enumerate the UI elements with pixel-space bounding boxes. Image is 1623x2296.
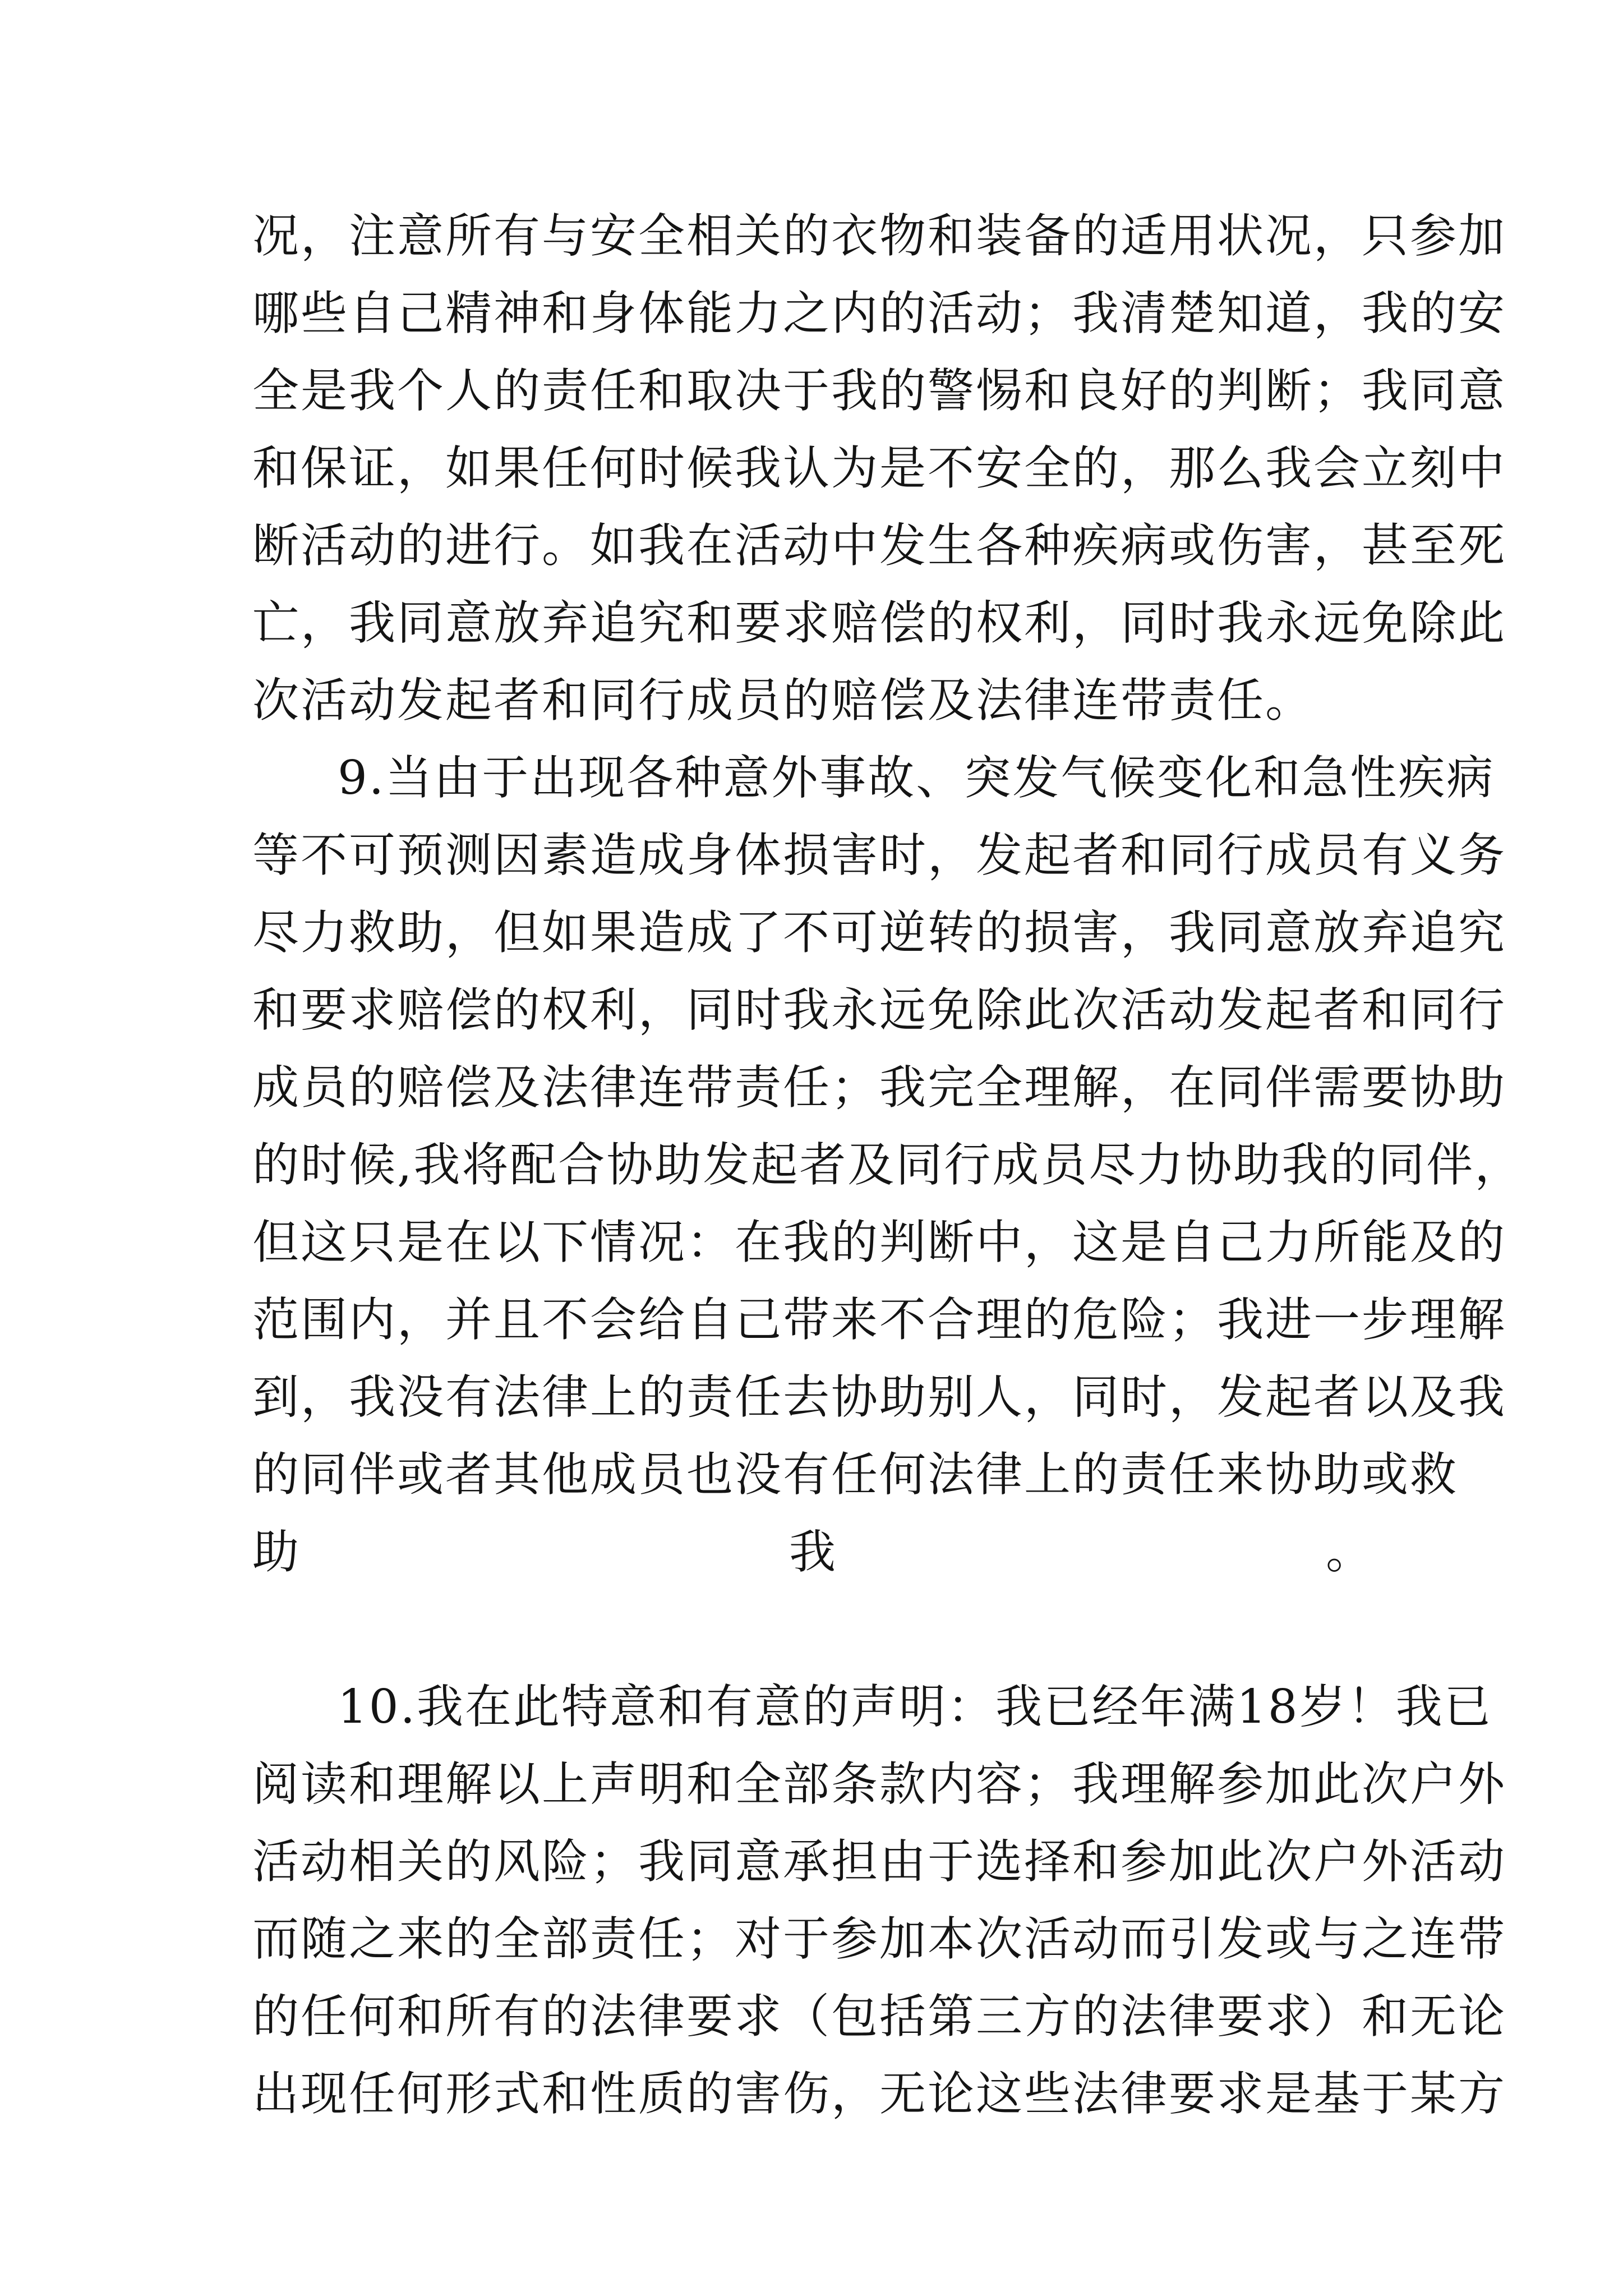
text-line	[252, 1591, 1374, 1668]
paragraph-clause-10	[252, 1668, 1506, 2133]
text-line: 成员的赔偿及法律连带责任；我完全理解，在同伴需要协助	[252, 1060, 1506, 1115]
text-line: 10.我在此特意和有意的声明：我已经年满18岁！我已	[338, 1680, 1492, 1734]
text-line: 阅读和理解以上声明和全部条款内容；我理解参加此次户外	[252, 1757, 1506, 1811]
text-line: 等不可预测因素造成身体损害时，发起者和同行成员有义务	[252, 828, 1506, 882]
text-line: 到，我没有法律上的责任去协助别人，同时，发起者以及我	[252, 1370, 1506, 1424]
text-line: 范围内，并且不会给自己带来不合理的危险；我进一步理解	[252, 1292, 1506, 1347]
text-line: 助我。	[252, 1525, 1374, 1579]
text-line: 尽力救助，但如果造成了不可逆转的损害，我同意放弃追究	[252, 905, 1506, 960]
text-line: 况，注意所有与安全相关的衣物和装备的适用状况，只参加	[252, 209, 1506, 263]
document-body	[252, 197, 1523, 2133]
text-line: 9.当由于出现各种意外事故、突发气候变化和急性疾病	[338, 751, 1495, 805]
text-line: 活动相关的风险；我同意承担由于选择和参加此次户外活动	[252, 1834, 1506, 1889]
text-line: 哪些自己精神和身体能力之内的活动；我清楚知道，我的安	[252, 286, 1506, 341]
text-line: 的同伴或者其他成员也没有任何法律上的责任来协助或救	[252, 1447, 1458, 1502]
text-line: 次活动发起者和同行成员的赔偿及法律连带责任。	[252, 673, 1313, 728]
text-line: 亡，我同意放弃追究和要求赔偿的权利，同时我永远免除此	[252, 596, 1506, 650]
text-line: 但这只是在以下情况：在我的判断中，这是自己力所能及的	[252, 1215, 1506, 1269]
paragraph-clause-9	[252, 739, 1523, 1668]
text-line: 的任何和所有的法律要求（包括第三方的法律要求）和无论	[252, 1989, 1506, 2044]
text-line: 而随之来的全部责任；对于参加本次活动而引发或与之连带	[252, 1912, 1506, 1966]
text-line: 出现任何形式和性质的害伤，无论这些法律要求是基于某方	[252, 2067, 1506, 2121]
text-line: 和要求赔偿的权利，同时我永远免除此次活动发起者和同行	[252, 983, 1506, 1037]
text-line: 断活动的进行。如我在活动中发生各种疾病或伤害，甚至死	[252, 518, 1506, 573]
text-line: 和保证，如果任何时候我认为是不安全的，那么我会立刻中	[252, 441, 1506, 495]
paragraph-liability-waiver	[252, 197, 1506, 739]
text-line: 全是我个人的责任和取决于我的警惕和良好的判断；我同意	[252, 364, 1506, 418]
text-line: 的时候,我将配合协助发起者及同行成员尽力协助我的同伴，	[252, 1138, 1523, 1192]
